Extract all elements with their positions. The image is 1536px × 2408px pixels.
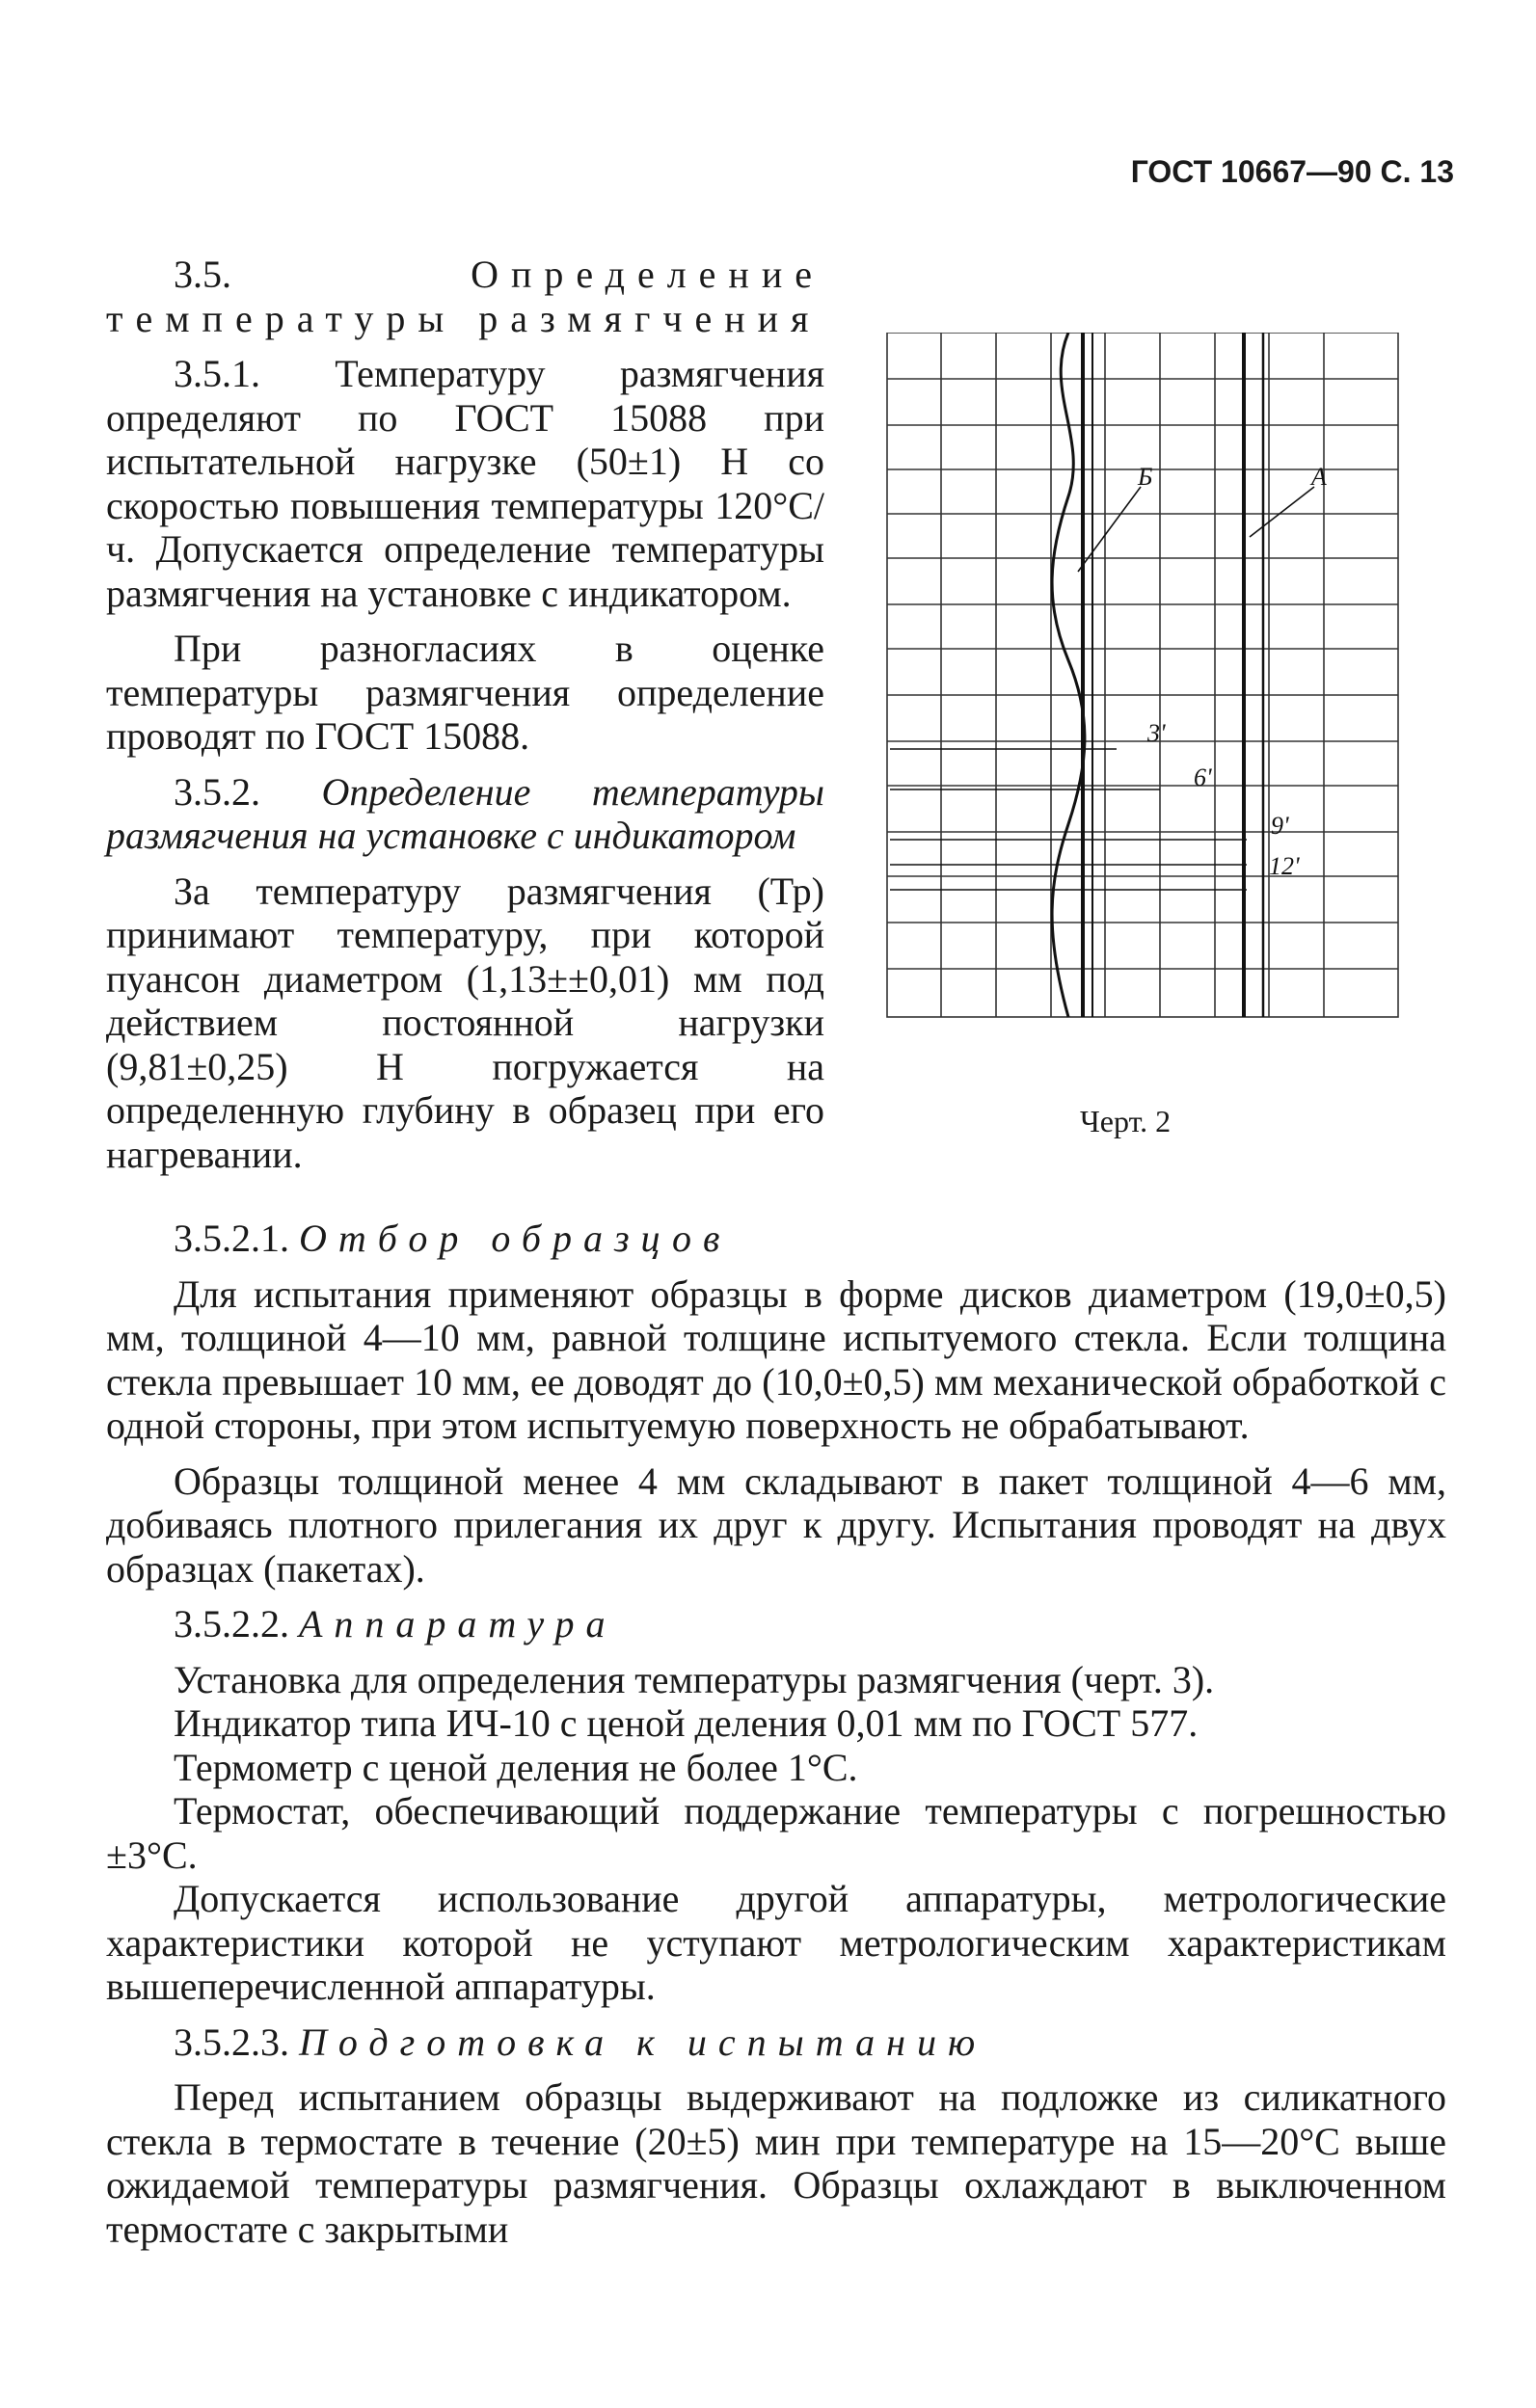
main-text [106,1217,1446,2262]
section-3-5-2-3-title: Подготовка к испытанию [299,2020,987,2064]
section-3-5-2-1-heading: 3.5.2.1. Отбор образцов [174,1217,732,1260]
label-a: А [1311,463,1327,491]
label-12: 12' [1269,852,1300,880]
section-3-5-2-3-heading: 3.5.2.3. Подготовка к испытанию [174,2020,987,2064]
trace-lines [1052,333,1263,1017]
figure-labels [1137,463,1327,880]
section-3-5-title: Определение температуры размягчения [106,253,824,340]
paragraph-3-5-2: За температуру размягчения (Тр) принимают температуру, при которой пуансон диаметром (1,13±±0,01) мм под действием постоянной нагрузки (9,81±0,25) Н погружается на определенную глубину в образец при его нагревании. [106,869,824,1176]
section-3-5-2-heading: 3.5.2. Определение температуры размягчения на установке с индикатором [106,769,825,857]
running-header: ГОСТ 10667—90 С. 13 [1130,154,1454,189]
paragraph-3-5-1-b: При разногласиях в оценке температуры размягчения определение проводят по ГОСТ 15088. [106,627,824,758]
label-3: 3' [1147,719,1166,747]
equipment-item: Термометр с ценой деления не более 1°С. [174,1745,858,1789]
label-6: 6' [1194,763,1212,791]
equipment-item: Термостат, обеспечивающий поддержание температуры с погрешностью ±3°С. [106,1789,1446,1877]
equipment-item: Индикатор типа ИЧ-10 с ценой деления 0,01 мм по ГОСТ 577. [174,1701,1199,1745]
paragraph-3-5-2-1-a: Для испытания применяют образцы в форме дисков диаметром (19,0±0,5) мм, толщиной 4—10 мм, равной толщине испытуемого стекла. Если толщина стекла превышает 10 мм, ее доводят до (10,0±0,5) мм механической обработкой с одной стороны, при этом испытуемую поверхность не обрабатывают. [106,1271,1446,1447]
pointer-lines [890,487,1314,890]
paragraph-3-5-1: 3.5.1. Температуру размягчения определяют по ГОСТ 15088 при испытательной нагрузке (50±1) Н со скоростью повышения температуры 120°С/ч. Допускается определение температуры размягчения на установке с индикатором. [106,352,824,615]
paragraph-3-5-2-3: Перед испытанием образцы выдерживают на подложке из силикатного стекла в термостате в течение (20±5) мин при температуре на 15—20°С выше ожидаемой температуры размягчения. Образцы охлаждают в выключенном термостате с закрытыми [106,2075,1446,2251]
paragraph-3-5-2-1-b: Образцы толщиной менее 4 мм складывают в пакет толщиной 4—6 мм, добиваясь плотного прилегания их друг к другу. Испытания проводят на двух образцах (пакетах). [106,1458,1446,1591]
label-b: Б [1138,463,1153,491]
section-3-5-2-1-title: Отбор образцов [299,1217,732,1260]
left-column [106,253,824,1188]
section-3-5-2-2-heading: 3.5.2.2. Аппаратура [174,1602,617,1645]
label-9: 9' [1271,812,1289,840]
grid [887,333,1398,1017]
section-3-5-heading: 3.5. Определение температуры размягчения [106,253,824,340]
section-3-5-2-2-title: Аппаратура [299,1602,617,1645]
equipment-item: Установка для определения температуры размягчения (черт. 3). [174,1657,1215,1701]
figure-chart-2 [885,333,1406,1027]
equipment-item: Допускается использование другой аппаратуры, метрологические характеристики которой не уступают метрологическим характеристикам вышеперечисленной аппаратуры. [106,1877,1446,2008]
section-3-5-2-title: Определение температуры размягчения на установке с индикатором [106,769,825,857]
figure-caption: Черт. 2 [1080,1104,1172,1138]
